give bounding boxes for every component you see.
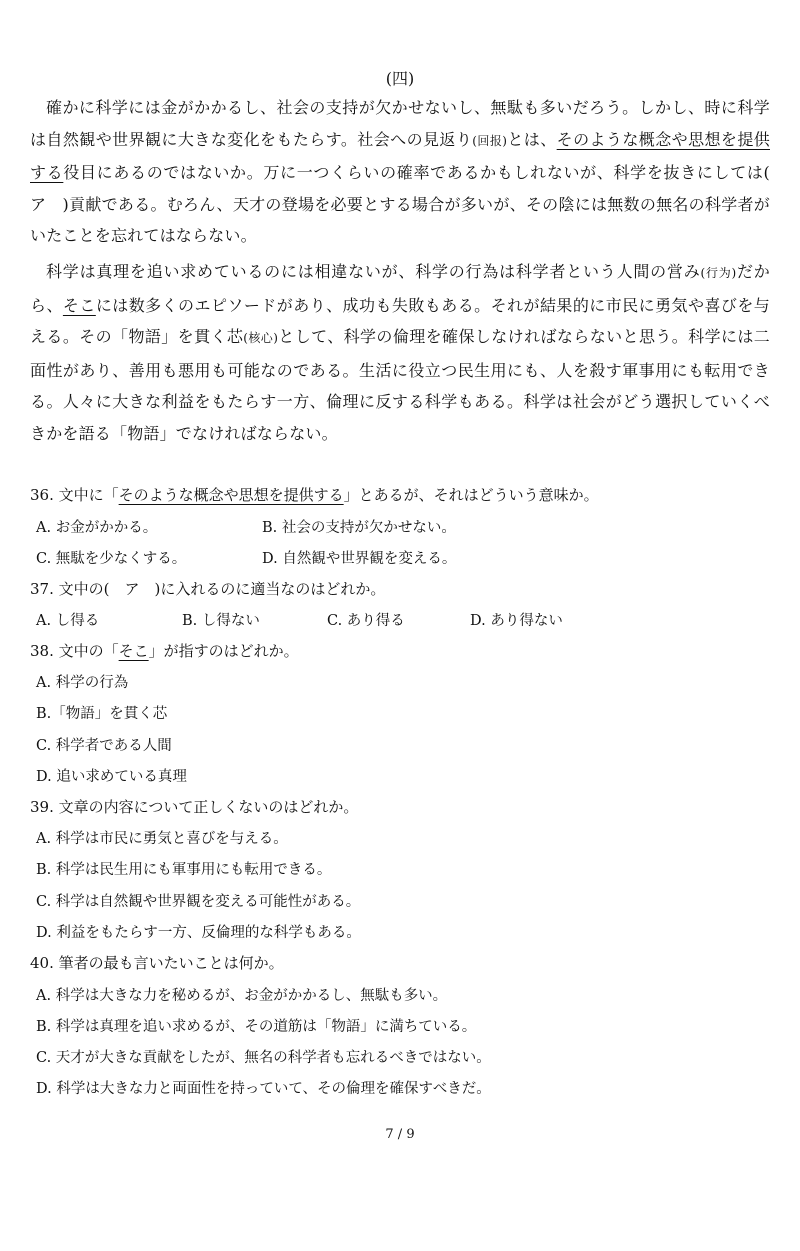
section-title: (四) [385, 69, 415, 88]
q36-option-d[interactable]: D. 自然観や世界観を変える。 [262, 551, 457, 567]
q40-option-a[interactable]: A. 科学は大きな力を秘めるが、お金がかかるし、無駄も多い。 [36, 988, 448, 1004]
p2-gloss-2: (核心) [243, 331, 279, 345]
question-39: 39. 文章の内容について正しくないのはどれか。 [30, 798, 359, 816]
q39-option-c[interactable]: C. 科学は自然観や世界観を変える可能性がある。 [36, 894, 361, 910]
q38-post: 」が指すのはどれか。 [148, 642, 299, 660]
q40-option-b[interactable]: B. 科学は真理を追い求めるが、その道筋は「物語」に満ちている。 [36, 1019, 477, 1035]
question-37: 37. 文中の( ア )に入れるのに適当なのはどれか。 [30, 580, 386, 598]
q38-underlined: そこ [118, 642, 149, 660]
p2-text-b: だから、 [30, 262, 771, 315]
p2-text-d: として、科学の倫理を確保しなければならないと思う。科学には二面性があり、善用も悪用も可能なのである。生活に役立つ民生用にも、人を殺す軍事用にも転用できる。人々に大きな利益をもたらす一方、倫理に反する科学もある。科学は社会がどう選択していくべきかを語る「物語」でなければならない。 [30, 327, 770, 443]
q39-option-d[interactable]: D. 利益をもたらす一方、反倫理的な科学もある。 [36, 925, 361, 941]
q38-option-c[interactable]: C. 科学者である人間 [36, 738, 172, 754]
p2-gloss-1: (行为) [700, 266, 737, 280]
page-number: 7 / 9 [385, 1127, 415, 1142]
q40-option-d[interactable]: D. 科学は大きな力と両面性を持っていて、その倫理を確保すべきだ。 [36, 1081, 491, 1097]
question-36 [30, 484, 770, 505]
p1-text-a: 確かに科学には金がかかるし、社会の支持が欠かせないし、無駄も多いだろう。しかし、時に科学は自然観や世界観に大きな変化をもたらす。社会への見返り [30, 98, 770, 149]
q36-option-a[interactable]: A. お金がかかる。 [36, 520, 158, 536]
q36-pre: 36. 文中に「 [30, 486, 119, 504]
p2-text-a: 科学は真理を追い求めているのには相違ないが、科学の行為は科学者という人間の営み [46, 262, 701, 281]
q37-option-a[interactable]: A. し得る [36, 613, 100, 629]
p2-underlined-word: そこ [62, 295, 96, 315]
passage-paragraph-1 [30, 92, 787, 252]
p1-underlined-phrase: そのような概念や思想を提供する [30, 129, 770, 182]
question-38 [30, 640, 770, 661]
q39-option-b[interactable]: B. 科学は民生用にも軍事用にも転用できる。 [36, 862, 332, 878]
question-40: 40. 筆者の最も言いたいことは何か。 [30, 954, 284, 972]
q38-option-a[interactable]: A. 科学の行為 [36, 675, 129, 691]
q38-option-d[interactable]: D. 追い求めている真理 [36, 769, 187, 785]
q37-option-d[interactable]: D. あり得ない [470, 613, 563, 629]
q37-option-c[interactable]: C. あり得る [327, 613, 405, 629]
q37-option-b[interactable]: B. し得ない [182, 613, 260, 629]
q36-underlined: そのような概念や思想を提供する [118, 486, 344, 504]
q40-option-c[interactable]: C. 天才が大きな貢献をしたが、無名の科学者も忘れるべきではない。 [36, 1050, 491, 1066]
q36-post: 」とあるが、それはどういう意味か。 [343, 486, 599, 504]
q38-option-b[interactable]: B.「物語」を貫く芯 [36, 706, 168, 722]
q36-option-c[interactable]: C. 無駄を少なくする。 [36, 551, 187, 567]
p2-text-c: には数多くのエピソードがあり、成功も失敗もある。それが結果的に市民に勇気や喜びを与える。その「物語」を貫く芯 [30, 295, 770, 346]
p1-text-c: 役目にあるのではないか。万に一つくらいの確率であるかもしれないが、科学を抜きにしては( ア )貢献である。むろん、天才の登場を必要とする場合が多いが、その陰には無数の無名の科学者がいたことを忘れてはならない。 [30, 163, 787, 245]
p1-text-b: とは、 [507, 129, 557, 149]
p1-gloss: (回报) [472, 133, 508, 148]
q36-option-b[interactable]: B. 社会の支持が欠かせない。 [262, 520, 456, 536]
q38-pre: 38. 文中の「 [30, 642, 119, 660]
q39-option-a[interactable]: A. 科学は市民に勇気と喜びを与える。 [36, 831, 288, 847]
passage-paragraph-2 [30, 256, 770, 449]
